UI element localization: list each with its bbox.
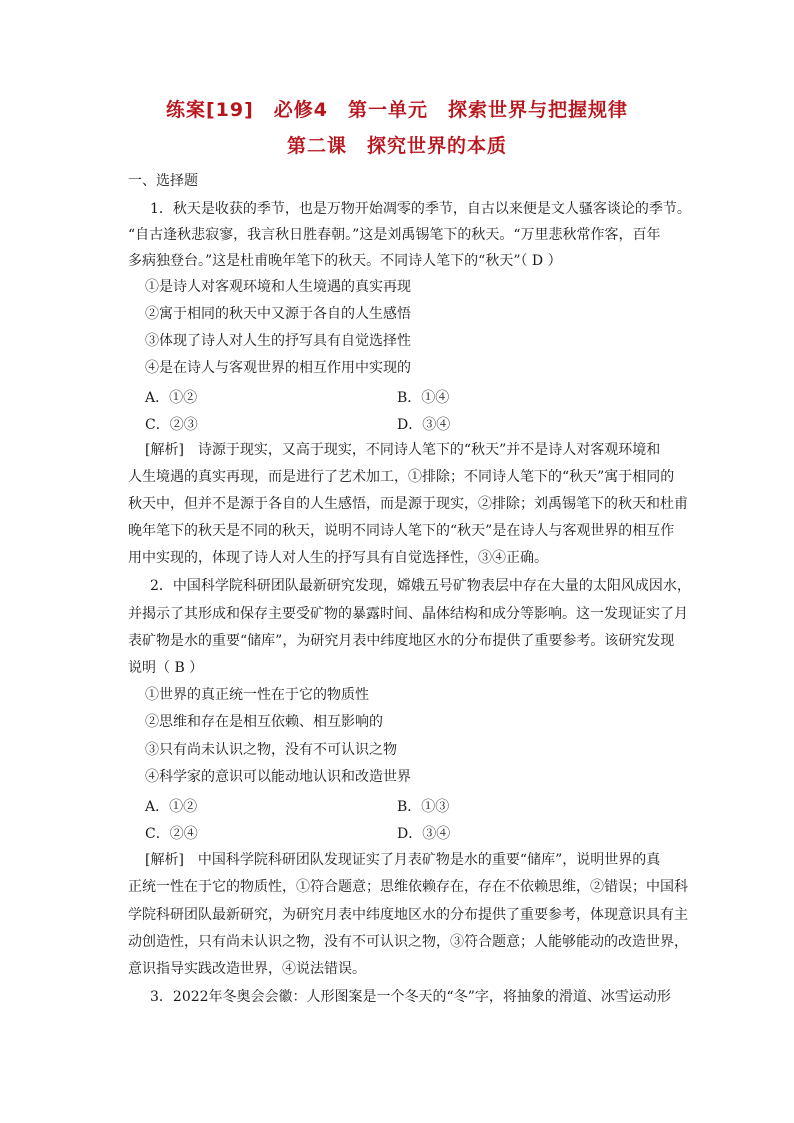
- q2-analysis-line-5: 意识指导实践改造世界，④说法错误。: [128, 961, 366, 977]
- section-heading: 一、选择题: [128, 173, 198, 189]
- q3-stem-line-1: 3．2022年冬奥会会徽：人形图案是一个冬天的“冬”字，将抽象的滑道、冰雪运动形: [150, 989, 671, 1005]
- q1-item-2: ②寓于相同的秋天中又源于各自的人生感悟: [145, 306, 411, 322]
- q1-item-4: ④是在诗人与客观世界的相互作用中实现的: [145, 360, 411, 376]
- q2-option-c: C．②④: [145, 826, 198, 842]
- q2-stem-line-4: 说明（ B ）: [128, 660, 204, 676]
- q1-analysis-line-1: [解析] 诗源于现实，又高于现实，不同诗人笔下的“秋天”并不是诗人对客观环境和: [145, 442, 661, 458]
- q1-stem-line-3: 多病独登台。”这是杜甫晚年笔下的秋天。不同诗人笔下的“秋天”（ D ）: [128, 253, 562, 269]
- q2-stem-line-1: 2．中国科学院科研团队最新研究发现，嫦娥五号矿物表层中存在大量的太阳风成因水，: [150, 578, 691, 594]
- q2-option-b: B．①③: [397, 799, 450, 815]
- q1-item-1: ①是诗人对客观环境和人生境遇的真实再现: [145, 279, 411, 295]
- q1-analysis-line-4: 晚年笔下的秋天是不同的秋天，说明不同诗人笔下的“秋天”是在诗人与客观世界的相互作: [128, 523, 675, 539]
- page-title: 练案[19] 必修4 第一单元 探索世界与把握规律: [165, 99, 629, 121]
- q1-analysis-line-5: 用中实现的，体现了诗人对人生的抒写具有自觉选择性，③④正确。: [128, 550, 548, 566]
- q2-item-3: ③只有尚未认识之物，没有不可认识之物: [145, 742, 397, 758]
- q2-item-4: ④科学家的意识可以能动地认识和改造世界: [145, 769, 411, 785]
- q1-option-c: C．②③: [145, 417, 198, 433]
- q2-analysis-line-4: 动创造性，只有尚未认识之物，没有不可认识之物，③符合题意；人能够能动的改造世界，: [128, 934, 688, 950]
- q2-option-d: D．③④: [397, 826, 451, 842]
- q1-option-a: A．①②: [145, 390, 198, 406]
- q1-analysis-line-3: 秋天中，但并不是源于各自的人生感悟，而是源于现实，②排除；刘禹锡笔下的秋天和杜甫: [128, 496, 688, 512]
- q2-stem-line-2: 并揭示了其形成和保存主要受矿物的暴露时间、晶体结构和成分等影响。这一发现证实了月: [128, 606, 688, 622]
- q2-analysis-line-3: 学院科研团队最新研究，为研究月表中纬度地区水的分布提供了重要参考，体现意识具有主: [128, 907, 688, 923]
- q1-stem-line-2: “自古逢秋悲寂寥，我言秋日胜春朝。”这是刘禹锡笔下的秋天。“万里悲秋常作客，百年: [128, 227, 661, 243]
- q2-analysis-line-1: [解析] 中国科学院科研团队发现证实了月表矿物是水的重要“储库”，说明世界的真: [145, 852, 661, 868]
- q1-option-b: B．①④: [397, 390, 450, 406]
- q2-option-a: A．①②: [145, 799, 198, 815]
- q1-item-3: ③体现了诗人对人生的抒写具有自觉选择性: [145, 333, 411, 349]
- page-subtitle: 第二课 探究世界的本质: [286, 135, 507, 157]
- q1-stem-line-1: 1．秋天是收获的季节，也是万物开始凋零的季节，自古以来便是文人骚客谈论的季节。: [150, 201, 691, 217]
- q2-analysis-line-2: 正统一性在于它的物质性，①符合题意；思维依赖存在，存在不依赖思维，②错误；中国科: [128, 879, 688, 895]
- q1-analysis-line-2: 人生境遇的真实再现，而是进行了艺术加工，①排除；不同诗人笔下的“秋天”寓于相同的: [128, 469, 675, 485]
- q2-item-2: ②思维和存在是相互依赖、相互影响的: [145, 714, 383, 730]
- q2-item-1: ①世界的真正统一性在于它的物质性: [145, 687, 369, 703]
- q2-stem-line-3: 表矿物是水的重要“储库”，为研究月表中纬度地区水的分布提供了重要参考。该研究发现: [128, 633, 675, 649]
- q1-option-d: D．③④: [397, 417, 451, 433]
